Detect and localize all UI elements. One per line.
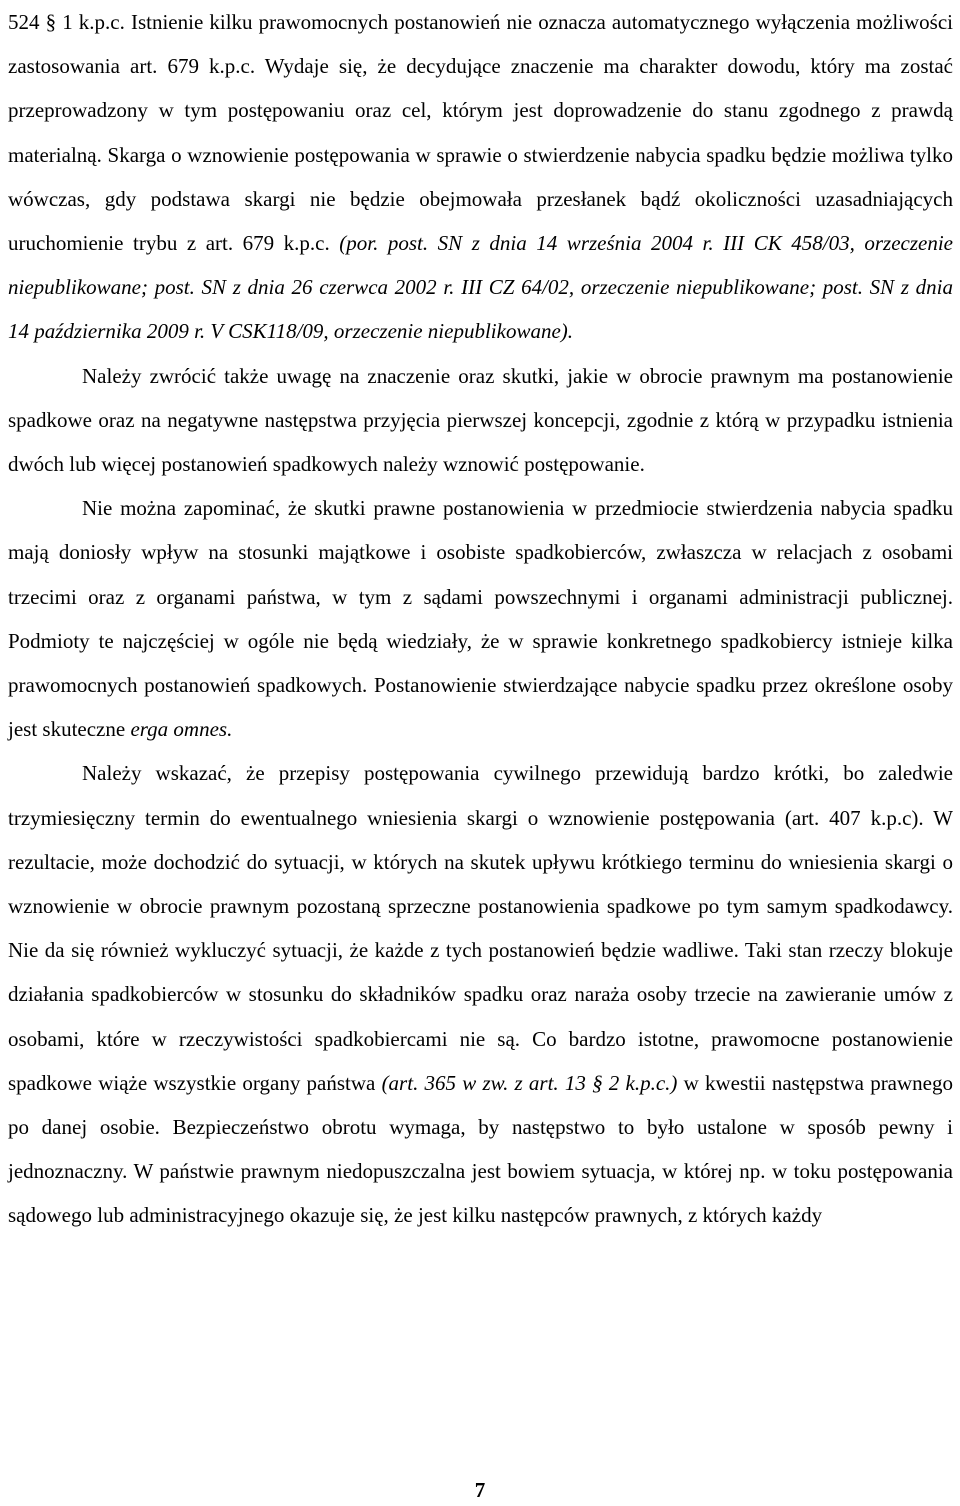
citation-italic: (art. 365 w zw. z art. 13 § 2 k.p.c.)	[381, 1070, 678, 1095]
latin-term-italic: erga omnes.	[130, 717, 233, 742]
paragraph-1	[8, 0, 953, 354]
citation-italic: (por. post. SN z dnia 14 września 2004 r. III CK 458/03, orzeczenie niepublikowane; post. SN z dnia 26 czerwca 2002 r. III CZ 64/02, orzeczenie niepublikowane; post. SN z dnia 14 października 2009 r. V CSK118/09, orzeczenie niepublikowane).	[8, 231, 953, 344]
text-run: Należy wskazać, że przepisy postępowania cywilnego przewidują bardzo krótki, bo zaledwie trzymiesięczny termin do ewentualnego wniesienia skargi o wznowienie postępowania (art. 407 k.p.c). W rezultacie, może dochodzić do sytuacji, w których na skutek upływu krótkiego terminu do wniesienia skargi o wznowienie w obrocie prawnym pozostaną sprzeczne postanowienia spadkowe po tym samym spadkodawcy. Nie da się również wykluczyć sytuacji, że każde z tych postanowień będzie wadliwe. Taki stan rzeczy blokuje działania spadkobierców w stosunku do składników spadku oraz naraża osoby trzecie na zawieranie umów z osobami, które w rzeczywistości spadkobiercami nie są. Co bardzo istotne, prawomocne postanowienie spadkowe wiąże wszystkie organy państwa	[8, 761, 953, 1095]
text-run: w kwestii następstwa prawnego po danej osobie. Bezpieczeństwo obrotu wymaga, by następstwo to było ustalone w sposób pewny i jednoznaczny. W państwie prawnym niedopuszczalna jest bowiem sytuacja, w której np. w toku postępowania sądowego lub administracyjnego okazuje się, że jest kilku następców prawnych, z których każdy	[8, 1070, 953, 1228]
page-number: 7	[474, 1478, 486, 1502]
paragraph-4	[8, 751, 953, 1237]
paragraph-3	[8, 486, 953, 751]
text-run: 524 § 1 k.p.c. Istnienie kilku prawomocnych postanowień nie oznacza automatycznego wyłączenia możliwości zastosowania art. 679 k.p.c. Wydaje się, że decydujące znaczenie ma charakter dowodu, który ma zostać przeprowadzony w tym postępowaniu oraz cel, którym jest doprowadzenie do stanu zgodnego z prawdą materialną. Skarga o wznowienie postępowania w sprawie o stwierdzenie nabycia spadku będzie możliwa tylko wówczas, gdy podstawa skargi nie będzie obejmowała przesłanek bądź okoliczności uzasadniających uruchomienie trybu z art. 679 k.p.c.	[8, 10, 953, 256]
body-text	[8, 0, 953, 1238]
paragraph-2	[8, 354, 953, 487]
text-run: Należy zwrócić także uwagę na znaczenie oraz skutki, jakie w obrocie prawnym ma postanowienie spadkowe oraz na negatywne następstwa przyjęcia pierwszej koncepcji, zgodnie z którą w przypadku istnienia dwóch lub więcej postanowień spadkowych należy wznowić postępowanie.	[8, 363, 953, 477]
text-run: Nie można zapominać, że skutki prawne postanowienia w przedmiocie stwierdzenia nabycia spadku mają doniosły wpływ na stosunki majątkowe i osobiste spadkobierców, zwłaszcza w relacjach z osobami trzecimi oraz z organami państwa, w tym z sądami powszechnymi i organami administracji publicznej. Podmioty te najczęściej w ogóle nie będą wiedziały, że w sprawie konkretnego spadkobiercy istnieje kilka prawomocnych postanowień spadkowych. Postanowienie stwierdzające nabycie spadku przez określone osoby jest skuteczne	[8, 496, 953, 742]
